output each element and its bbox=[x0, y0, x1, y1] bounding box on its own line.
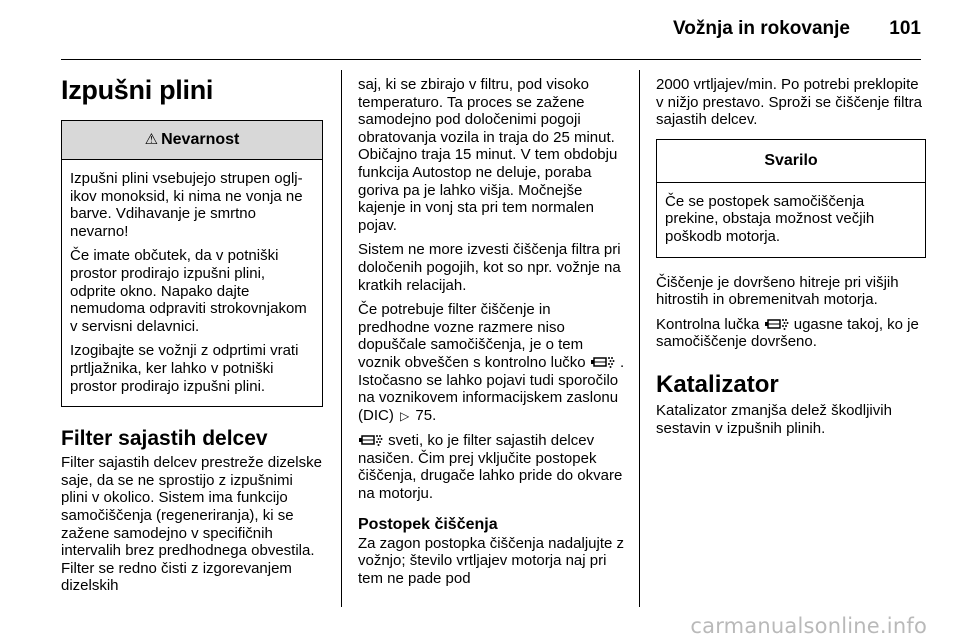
body-paragraph: Čiščenje je dovršeno hitreje pri višjih hitrostih in obremenitvah motorja. bbox=[656, 273, 899, 309]
body-text: Kontrolna lučka bbox=[656, 315, 760, 333]
danger-paragraph: Izogibajte se vožnji z odprtimi vrati prtljažnika, ker lahko v potniški prostor prodirajo izpušni plini. bbox=[70, 342, 299, 395]
body-text: sveti, ko je filter sajastih delcev nasičen. Čim prej vključite postopek čiščenja, drugače lahko pride do okvare na motorju. bbox=[358, 432, 623, 503]
body-text: . Istočasno se lahko pojavi tudi sporočilo na voznikovem informacijskem zaslonu (DIC) bbox=[358, 353, 625, 424]
danger-label: Nevarnost bbox=[161, 131, 240, 149]
body-paragraph: 2000 vrtljajev/min. Po potrebi preklopite v nižjo prestavo. Sproži se čiščenje filtra sajastih delcev. bbox=[656, 76, 922, 129]
body-text: ugasne takoj, ko je samočiščenje dovršeno. bbox=[656, 315, 919, 351]
watermark: carmanualsonline.info bbox=[690, 614, 927, 638]
diesel-particulate-filter-icon bbox=[590, 355, 616, 369]
header-rule bbox=[61, 59, 921, 60]
filter-paragraph: Filter sajastih delcev prestreže dizelske saje, da se ne sprostijo z izpušnimi plini v okolico. Sistem ima funkcijo samočiščenja (regeneriranja), ki se zažene samodejno v specifičnih intervalih brez predhodnega obvestila. Filter se redno čisti z izgorevanjem dizelskih bbox=[61, 454, 322, 595]
column-2 bbox=[358, 76, 626, 594]
caution-box bbox=[656, 139, 926, 258]
page-reference-icon: ▷ bbox=[400, 408, 410, 423]
diesel-particulate-filter-icon bbox=[764, 317, 790, 331]
page-reference: 75. bbox=[415, 406, 437, 424]
chapter-heading: Izpušni plini bbox=[61, 75, 214, 105]
danger-box bbox=[61, 120, 323, 407]
body-paragraph bbox=[656, 316, 926, 351]
warning-triangle-icon: ⚠ bbox=[144, 131, 159, 149]
column-divider bbox=[341, 70, 342, 607]
column-divider bbox=[639, 70, 640, 607]
page-number: 101 bbox=[889, 18, 921, 39]
column-3 bbox=[656, 76, 926, 444]
procedure-heading: Postopek čiščenja bbox=[358, 515, 498, 533]
body-paragraph: Za zagon postopka čiščenja nadaljujte z vožnjo; število vrtljajev motorja naj pri tem ne pade pod bbox=[358, 534, 625, 587]
danger-paragraph: Izpušni plini vsebujejo strupen ogljikov monoksid, ki nima ne vonja ne barve. Vdihavanje je smrtno nevarno! bbox=[70, 170, 303, 240]
danger-box-body bbox=[62, 160, 322, 406]
catalyst-heading: Katalizator bbox=[656, 370, 779, 398]
filter-heading: Filter sajastih delcev bbox=[61, 427, 268, 451]
page-header bbox=[0, 0, 960, 60]
body-paragraph: saj, ki se zbirajo v filtru, pod visoko temperaturo. Ta proces se zažene samodejno pod določenimi pogoji obratovanja vozila in traja do 25 minut. Običajno traja 15 minut. V tem obdobju funkcija Autostop ne deluje, poraba goriva pa je lahko višja. Močnejše kajenje in vonj sta pri tem normalen pojav. bbox=[358, 76, 618, 234]
danger-paragraph: Če imate občutek, da v potniški prostor prodirajo izpušni plini, odprite okno. Napako dajte nemudoma odpraviti strokovnjakom v servisni delavnici. bbox=[70, 247, 307, 335]
danger-box-title bbox=[62, 121, 322, 160]
section-title: Vožnja in rokovanje bbox=[672, 18, 850, 39]
body-paragraph bbox=[358, 301, 626, 425]
body-text: Če potrebuje filter čiščenje in predhodne vozne razmere niso dopuščale samočiščenja, je o tem voznik obveščen s kontrolno lučko bbox=[358, 301, 586, 371]
body-paragraph: Sistem ne more izvesti čiščenja filtra pri določenih pogojih, kot so npr. vožnje na kratkih relacijah. bbox=[358, 241, 621, 294]
caution-box-title: Svarilo bbox=[657, 140, 925, 183]
body-paragraph bbox=[358, 432, 626, 502]
caution-text: Če se postopek samočiščenja prekine, obstaja možnost večjih poškodb motorja. bbox=[665, 192, 875, 245]
caution-box-body bbox=[657, 183, 925, 257]
diesel-particulate-filter-icon bbox=[358, 433, 384, 447]
column-1 bbox=[61, 74, 323, 602]
body-paragraph: Katalizator zmanjša delež škodljivih sestavin v izpušnih plinih. bbox=[656, 401, 892, 437]
